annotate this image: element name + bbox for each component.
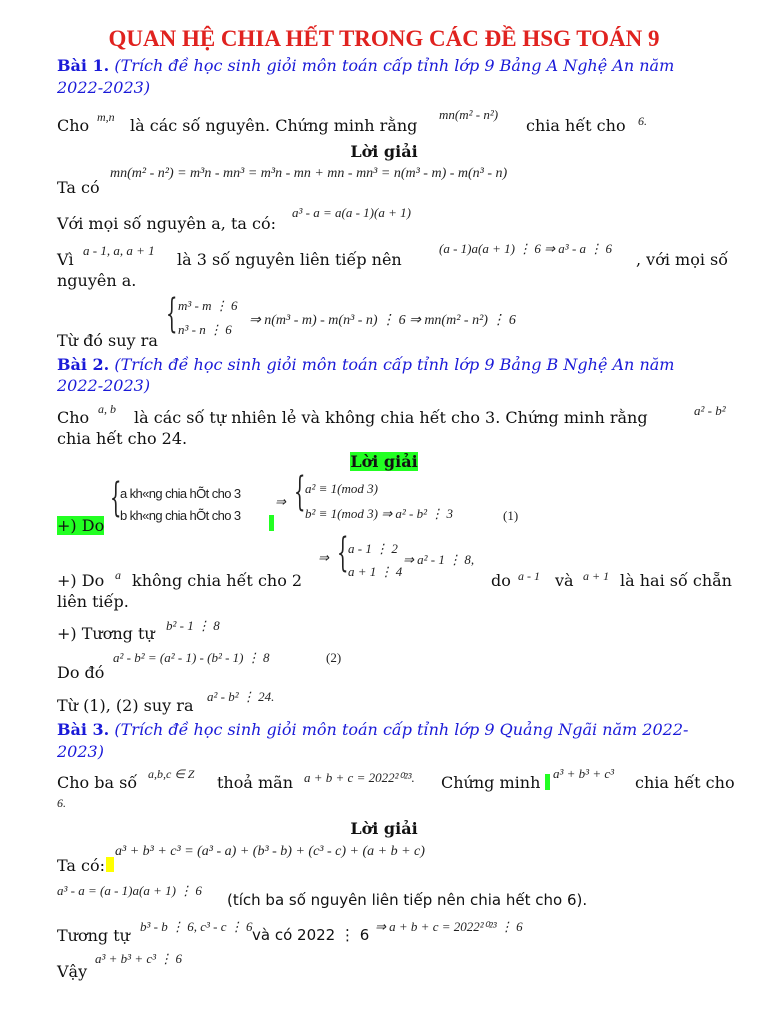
problem-3-sum: a + b + c = 2022²⁰²³.	[304, 770, 415, 785]
problem-2-a-plus-1: a + 1	[583, 569, 610, 583]
problem-2-header	[57, 355, 674, 374]
problem-2-parity-line-1: a - 1 ⋮ 2	[348, 541, 398, 556]
implies-icon: ⇒	[275, 494, 286, 509]
problem-3-taco: Ta có:	[57, 856, 106, 875]
problem-3-tuongtu-expr: b³ - b ⋮ 6, c³ - c ⋮ 6	[140, 919, 253, 934]
problem-1-source: (Trích đề học sinh giỏi môn toán cấp tỉnh lớp 9 Bảng A Nghệ An năm	[114, 56, 675, 75]
problem-2-do-label: +) Do	[57, 516, 105, 535]
problem-3-statement-c: Chứng minh	[441, 773, 541, 792]
problem-2-statement-b: là các số tự nhiên lẻ và không chia hết cho 3. Chứng minh rằng	[134, 408, 648, 427]
problem-2-do2-b: không chia hết cho 2	[132, 571, 303, 590]
problem-1-vars: m,n	[97, 110, 115, 124]
problem-2-do2-e: là hai số chẵn	[620, 571, 732, 590]
highlight-marker	[106, 857, 114, 872]
problem-3-tuongtu-expr2: ⇒ a + b + c = 2022²⁰²³ ⋮ 6	[375, 919, 523, 934]
problem-1-system-line-1: m³ - m ⋮ 6	[178, 298, 238, 313]
problem-2-tuongtu-expr: b² - 1 ⋮ 8	[166, 618, 220, 633]
problem-3-header	[57, 720, 688, 739]
problem-2-solution-heading: Lời giải	[350, 452, 418, 471]
problem-2-final: a² - b² ⋮ 24.	[207, 689, 275, 704]
problem-3-set: a,b,c ∈ Z	[148, 767, 195, 781]
problem-2-solution-heading-wrap	[0, 452, 768, 471]
problem-1-vi: Vì	[57, 250, 74, 269]
left-brace-icon: {	[110, 475, 122, 521]
problem-2-do2-f: liên tiếp.	[57, 592, 129, 611]
problem-1-expansion: mn(m² - n²) = m³n - mn³ = m³n - mn + mn - mn³ = n(m³ - m) - m(n³ - n)	[110, 166, 508, 181]
problem-2-parity-result: ⇒ a² - 1 ⋮ 8,	[403, 552, 475, 567]
problem-3-vay: Vậy	[57, 962, 88, 981]
problem-2-equation-2-tag: (2)	[326, 650, 342, 665]
problem-1-consecutive: là 3 số nguyên liên tiếp nên	[177, 250, 402, 269]
problem-2-a-minus-1: a - 1	[518, 569, 540, 583]
problem-1-voimoi: Với mọi số nguyên a, ta có:	[57, 214, 276, 233]
left-brace-icon: {	[337, 530, 349, 576]
problem-2-source-cont: 2022-2023)	[57, 376, 151, 395]
problem-1-factor: a³ - a = a(a - 1)(a + 1)	[292, 205, 411, 220]
problem-3-six: 6.	[57, 796, 66, 810]
problem-2-statement-c: chia hết cho 24.	[57, 429, 188, 448]
highlight-marker	[545, 774, 550, 790]
problem-1-label: Bài 1.	[57, 56, 110, 75]
problem-2-do2-c: do	[491, 571, 511, 590]
problem-2-do2-d: và	[555, 571, 574, 590]
problem-1-solution-heading: Lời giải	[350, 142, 418, 161]
problem-1-statement-a: Cho	[57, 116, 90, 135]
problem-1-source-cont: 2022-2023)	[57, 78, 151, 97]
problem-1-tail-cont: nguyên a.	[57, 271, 137, 290]
problem-3-tuongtu-b: và có 2022 ⋮ 6	[252, 926, 370, 944]
problem-1-tail: , với mọi số	[636, 250, 729, 269]
problem-2-mod-line-1: a² ≡ 1(mod 3)	[305, 481, 378, 496]
problem-3-line-expr: a³ - a = (a - 1)a(a + 1) ⋮ 6	[57, 883, 202, 898]
problem-2-label: Bài 2.	[57, 355, 110, 374]
problem-1-taco: Ta có	[57, 178, 100, 197]
problem-3-tuongtu: Tương tự	[57, 926, 130, 945]
problem-1-six: 6.	[638, 114, 647, 128]
problem-2-source: (Trích đề học sinh giỏi môn toán cấp tỉnh lớp 9 Bảng B Nghệ An năm	[114, 355, 675, 374]
problem-2-tu12: Từ (1), (2) suy ra	[57, 696, 194, 715]
problem-1-statement-b: là các số nguyên. Chứng minh rằng	[130, 116, 418, 135]
problem-3-line-text: (tích ba số nguyên liên tiếp nên chia hết cho 6).	[227, 891, 588, 909]
problem-2-system-a: a kh«ng chia hÕt cho 3	[120, 486, 241, 501]
problem-2-expression: a² - b²	[694, 403, 726, 418]
implies-icon: ⇒	[318, 550, 329, 565]
problem-3-statement-d: chia hết cho	[635, 773, 735, 792]
problem-1-conclusion: ⇒ n(m³ - m) - m(n³ - n) ⋮ 6 ⇒ mn(m² - n²) ⋮ 6	[249, 313, 516, 328]
problem-3-source: (Trích đề học sinh giỏi môn toán cấp tỉnh lớp 9 Quảng Ngãi năm 2022-	[114, 720, 689, 739]
problem-1-system-line-2: n³ - n ⋮ 6	[178, 322, 232, 337]
problem-2-do2-a: +) Do	[57, 571, 105, 590]
problem-2-vars: a, b	[98, 402, 116, 416]
problem-1-expression: mn(m² - n²)	[439, 107, 499, 122]
problem-1-tudo: Từ đó suy ra	[57, 331, 158, 350]
problem-2-system-b: b kh«ng chia hÕt cho 3	[120, 508, 241, 523]
problem-3-label: Bài 3.	[57, 720, 110, 739]
problem-2-mod-line-2: b² ≡ 1(mod 3) ⇒ a² - b² ⋮ 3	[305, 506, 453, 521]
highlight-marker	[269, 515, 274, 531]
left-brace-icon: {	[166, 291, 178, 337]
problem-2-dodo: Do đó	[57, 663, 105, 682]
page-title: QUAN HỆ CHIA HẾT TRONG CÁC ĐỀ HSG TOÁN 9	[108, 26, 660, 51]
problem-2-statement-a: Cho	[57, 408, 90, 427]
problem-1-header	[57, 56, 674, 75]
problem-3-statement-b: thoả mãn	[217, 773, 294, 792]
problem-2-equation-1-tag: (1)	[503, 508, 519, 523]
problem-2-do2-var: a	[115, 568, 121, 582]
problem-3-taco-expr: a³ + b³ + c³ = (a³ - a) + (b³ - b) + (c³ - c) + (a + b + c)	[115, 844, 425, 859]
problem-3-source-cont: 2023)	[57, 742, 104, 761]
problem-1-statement-c: chia hết cho	[526, 116, 626, 135]
problem-3-expression: a³ + b³ + c³	[553, 766, 615, 781]
problem-1-three-numbers: a - 1, a, a + 1	[83, 243, 155, 258]
left-brace-icon: {	[294, 469, 306, 515]
problem-2-parity-line-2: a + 1 ⋮ 4	[348, 564, 403, 579]
problem-3-solution-heading: Lời giải	[350, 819, 418, 838]
problem-3-statement-a: Cho ba số	[57, 773, 138, 792]
problem-2-dodo-expr: a² - b² = (a² - 1) - (b² - 1) ⋮ 8	[113, 650, 270, 665]
problem-1-divisible: (a - 1)a(a + 1) ⋮ 6 ⇒ a³ - a ⋮ 6	[439, 241, 613, 256]
problem-3-vay-expr: a³ + b³ + c³ ⋮ 6	[95, 951, 183, 966]
problem-2-tuongtu: +) Tương tự	[57, 624, 155, 643]
